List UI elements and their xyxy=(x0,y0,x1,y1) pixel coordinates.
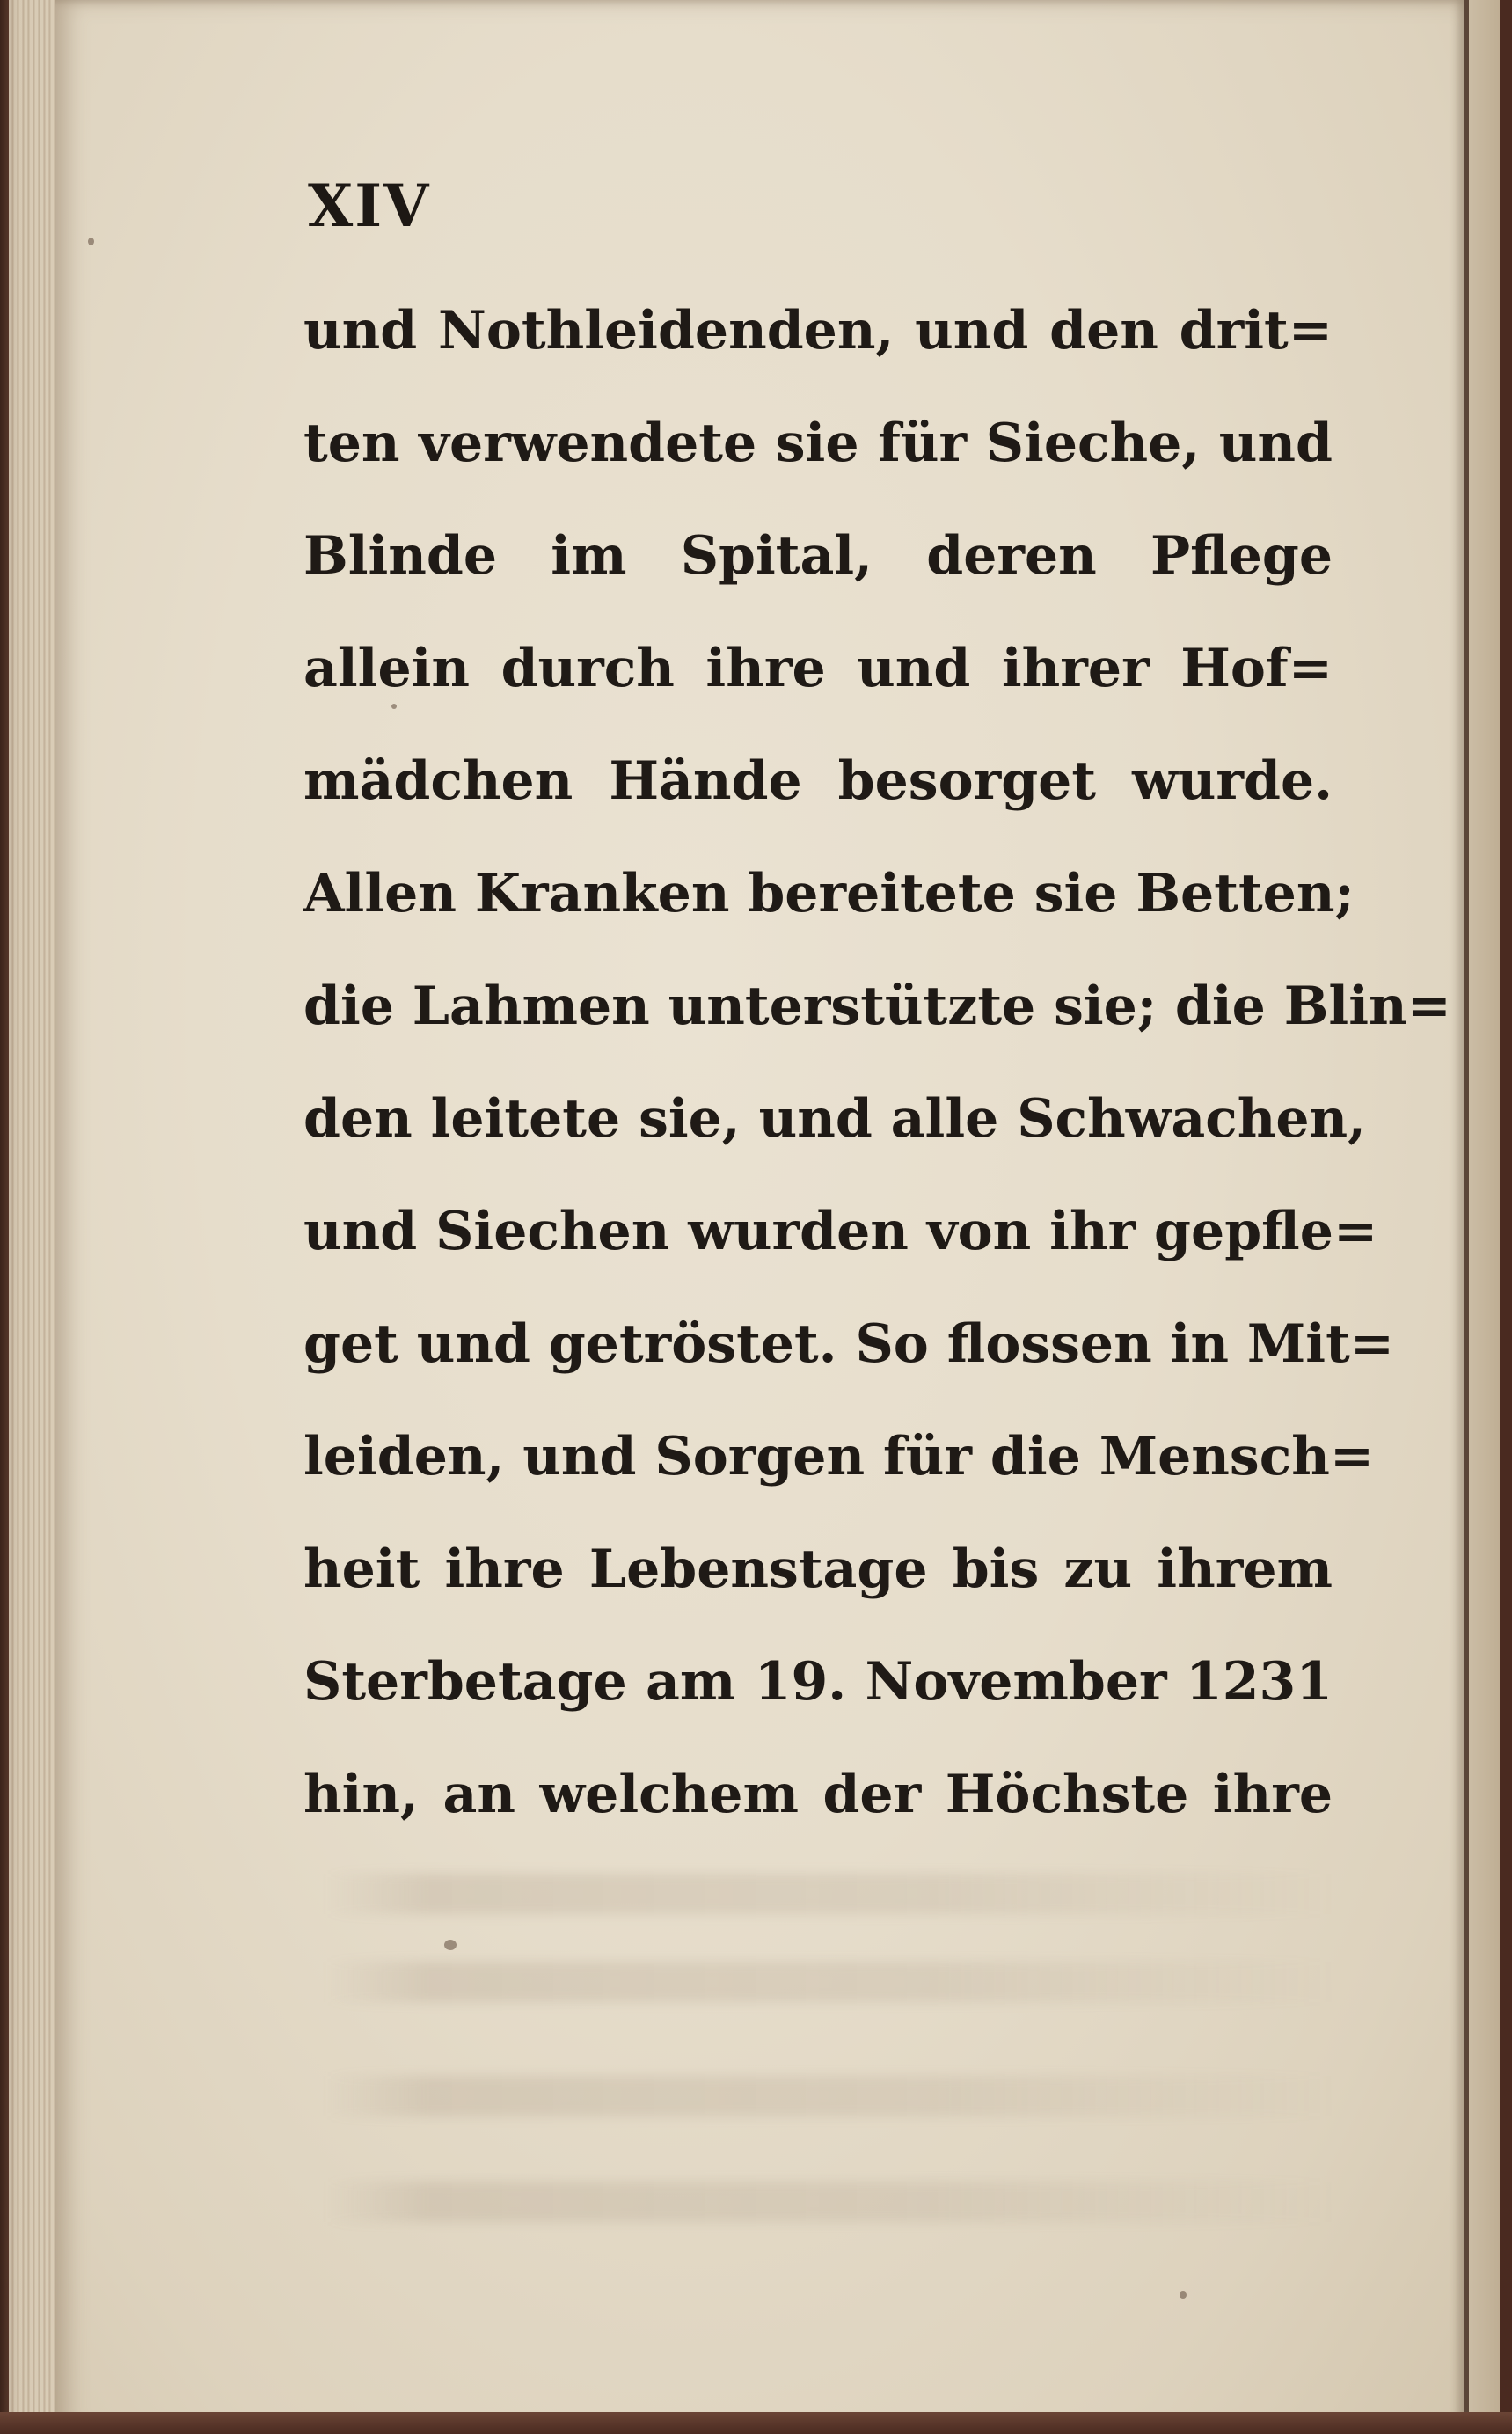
text-line: heit ihre Lebenstage bis zu ihrem xyxy=(303,1539,1333,1600)
page-number: XIV xyxy=(308,172,431,240)
text-line: den leitete sie, und alle Schwachen, xyxy=(303,1088,1367,1150)
text-line: leiden, und Sorgen für die Mensch= xyxy=(303,1426,1375,1487)
paper-speck xyxy=(1180,2291,1187,2299)
text-line: allein durch ihre und ihrer Hof= xyxy=(303,638,1333,699)
text-line: Blinde im Spital, deren Pflege xyxy=(303,525,1333,587)
text-line: und Nothleidenden, und den drit= xyxy=(303,300,1333,362)
text-line: Allen Kranken bereitete sie Betten; xyxy=(303,863,1355,925)
paper-speck xyxy=(444,1940,457,1950)
text-line: Sterbetage am 19. November 1231 xyxy=(303,1651,1333,1713)
text-line: mädchen Hände besorget wurde. xyxy=(303,750,1333,812)
text-line: ten verwendete sie für Sieche, und xyxy=(303,413,1333,474)
text-line: und Siechen wurden von ihr gepfle= xyxy=(303,1201,1378,1262)
show-through xyxy=(325,1962,1337,2002)
page-edges xyxy=(9,0,57,2434)
text-line: die Lahmen unterstützte sie; die Blin= xyxy=(303,976,1451,1037)
body-text xyxy=(303,274,1451,1851)
book-cover-bottom xyxy=(0,2412,1512,2434)
book-cover-edge xyxy=(1500,0,1512,2434)
next-page-edge xyxy=(1469,0,1500,2434)
show-through xyxy=(325,2182,1337,2222)
paper-speck xyxy=(88,238,94,245)
show-through xyxy=(325,1874,1337,1914)
text-line: hin, an welchem der Höchste ihre xyxy=(303,1764,1333,1825)
show-through xyxy=(325,2076,1337,2116)
text-line: get und getröstet. So flossen in Mit= xyxy=(303,1313,1395,1375)
